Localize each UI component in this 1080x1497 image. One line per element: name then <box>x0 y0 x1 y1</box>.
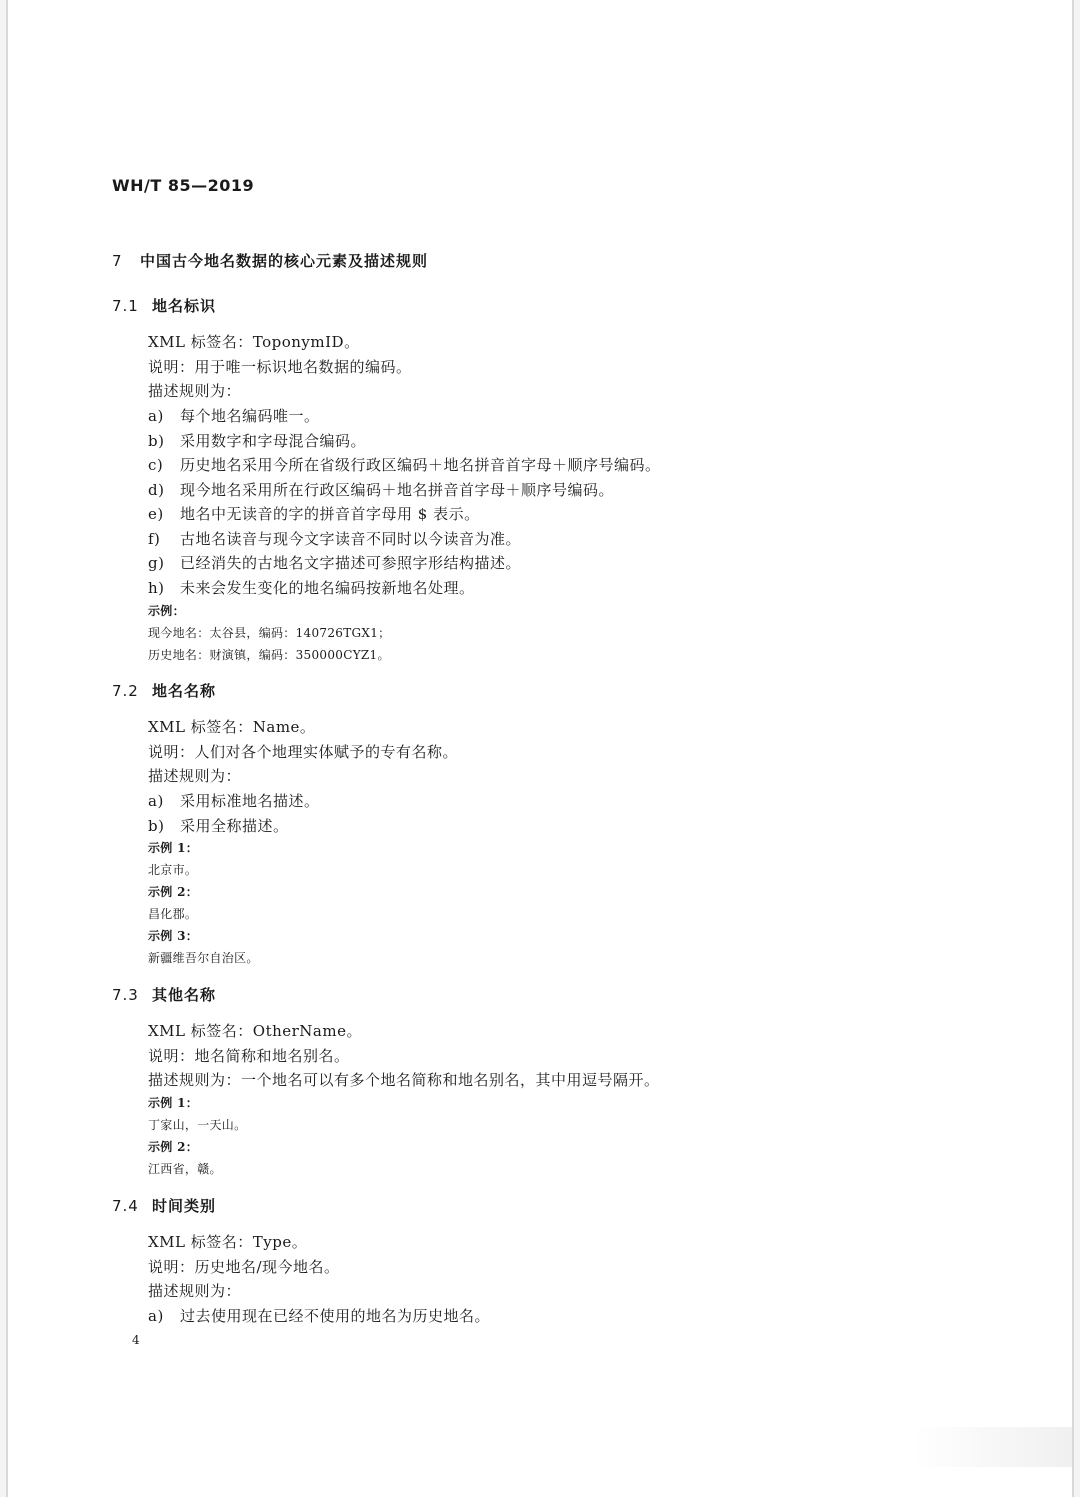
section-number: 7.3 <box>112 986 139 1004</box>
list-item-label: b) <box>148 432 165 450</box>
section-number: 7.4 <box>112 1197 139 1215</box>
list-item <box>148 454 661 475</box>
list-item-text: 历史地名采用今所在省级行政区编码＋地名拼音首字母＋顺序号编码。 <box>180 456 661 474</box>
list-item-text: 采用全称描述。 <box>180 817 289 835</box>
list-item-text: 每个地名编码唯一。 <box>180 407 320 425</box>
description-line: 说明：人们对各个地理实体赋予的专有名称。 <box>148 743 459 761</box>
chapter-heading <box>112 250 428 271</box>
standard-code: WH/T 85—2019 <box>112 176 255 195</box>
rules-intro: 描述规则为： <box>148 1282 242 1300</box>
example-label: 示例 1： <box>148 841 199 855</box>
list-item-label: e) <box>148 505 164 523</box>
list-item-label: d) <box>148 481 165 499</box>
section-title: 其他名称 <box>152 986 217 1004</box>
section-number: 7.2 <box>112 682 139 700</box>
list-item-label: b) <box>148 817 165 835</box>
list-item <box>148 528 521 549</box>
list-item-text: 采用标准地名描述。 <box>180 792 320 810</box>
list-item-text: 古地名读音与现今文字读音不同时以今读音为准。 <box>180 530 522 548</box>
section-title: 地名标识 <box>152 297 217 315</box>
example-label: 示例 2： <box>148 1140 199 1154</box>
list-item-text: 地名中无读音的字的拼音首字母用 $ 表示。 <box>180 505 480 523</box>
example-label: 示例： <box>148 604 185 618</box>
list-item-label: h) <box>148 579 165 597</box>
rules-intro: 描述规则为： <box>148 767 242 785</box>
list-item-label: f) <box>148 530 161 548</box>
example-text: 现今地名：太谷县，编码：140726TGX1； <box>148 626 391 640</box>
list-item <box>148 552 521 573</box>
example-label: 示例 2： <box>148 885 199 899</box>
xml-tag-line: XML 标签名：Type。 <box>148 1233 308 1251</box>
list-item-label: a) <box>148 1307 164 1325</box>
list-item <box>148 479 614 500</box>
list-item-label: c) <box>148 456 164 474</box>
list-item <box>148 503 480 524</box>
rules-line: 描述规则为：一个地名可以有多个地名简称和地名别名，其中用逗号隔开。 <box>148 1071 660 1089</box>
description-line: 说明：历史地名/现今地名。 <box>148 1258 340 1276</box>
list-item-label: g) <box>148 554 165 572</box>
xml-tag-line: XML 标签名：Name。 <box>148 718 316 736</box>
list-item-text: 过去使用现在已经不使用的地名为历史地名。 <box>180 1307 491 1325</box>
list-item-text: 采用数字和字母混合编码。 <box>180 432 367 450</box>
chapter-number: 7 <box>112 252 123 270</box>
list-item <box>148 430 366 451</box>
section-heading-7-4 <box>112 1195 216 1216</box>
example-text: 江西省，赣。 <box>148 1162 222 1176</box>
example-text: 昌化郡。 <box>148 907 198 921</box>
rules-intro: 描述规则为： <box>148 382 242 400</box>
chapter-title: 中国古今地名数据的核心元素及描述规则 <box>140 252 429 270</box>
list-item-text: 已经消失的古地名文字描述可参照字形结构描述。 <box>180 554 522 572</box>
example-text: 历史地名：财演镇，编码：350000CYZ1。 <box>148 648 390 662</box>
example-text: 北京市。 <box>148 863 198 877</box>
section-title: 地名名称 <box>152 682 217 700</box>
list-item <box>148 790 320 811</box>
example-text: 丁家山，一天山。 <box>148 1118 247 1132</box>
description-line: 说明：用于唯一标识地名数据的编码。 <box>148 358 412 376</box>
document-page <box>6 0 1074 1497</box>
example-text: 新疆维吾尔自治区。 <box>148 951 259 965</box>
section-heading-7-1 <box>112 295 216 316</box>
list-item <box>148 405 320 426</box>
list-item-text: 现今地名采用所在行政区编码＋地名拼音首字母＋顺序号编码。 <box>180 481 615 499</box>
section-heading-7-2 <box>112 680 216 701</box>
list-item <box>148 577 475 598</box>
xml-tag-line: XML 标签名：OtherName。 <box>148 1022 362 1040</box>
scan-shadow <box>912 1427 1072 1467</box>
section-number: 7.1 <box>112 297 139 315</box>
list-item-label: a) <box>148 792 164 810</box>
xml-tag-line: XML 标签名：ToponymID。 <box>148 333 360 351</box>
list-item-text: 未来会发生变化的地名编码按新地名处理。 <box>180 579 475 597</box>
list-item <box>148 815 289 836</box>
example-label: 示例 3： <box>148 929 199 943</box>
page-number: 4 <box>132 1333 140 1347</box>
section-title: 时间类别 <box>152 1197 217 1215</box>
list-item <box>148 1305 490 1326</box>
example-label: 示例 1： <box>148 1096 199 1110</box>
section-heading-7-3 <box>112 984 216 1005</box>
description-line: 说明：地名简称和地名别名。 <box>148 1047 350 1065</box>
list-item-label: a) <box>148 407 164 425</box>
